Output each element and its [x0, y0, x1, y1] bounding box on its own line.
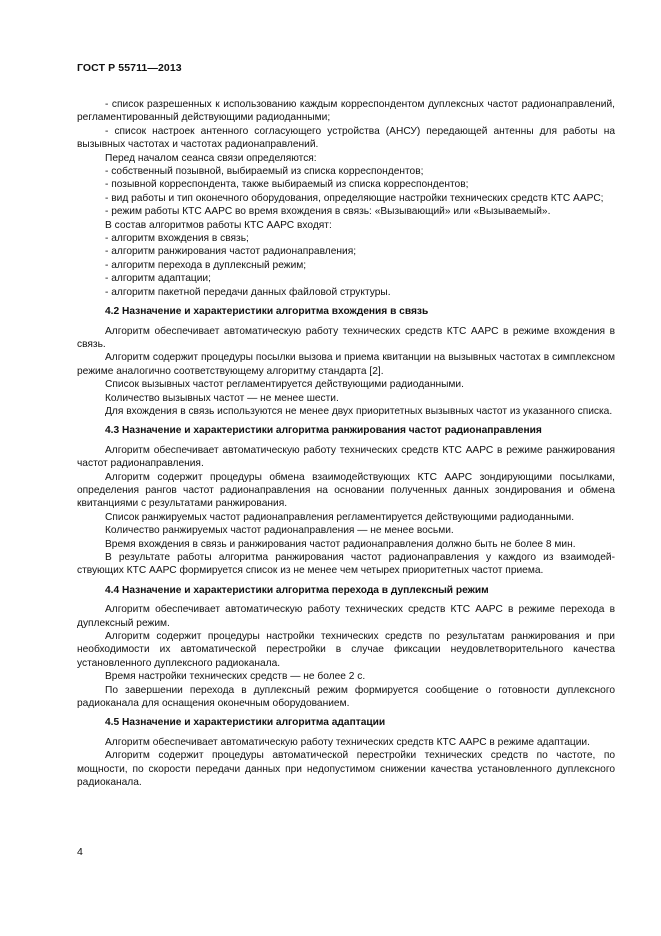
- section-heading: 4.4 Назначение и характеристики алгоритма перехода в дуплексный режим: [105, 584, 489, 596]
- paragraph: - алгоритм пакетной передачи данных файловой структуры.: [105, 286, 391, 298]
- paragraph: В результате работы алгоритма ранжирования частот радионаправления у каждого из взаимодействующих КТС ААРС формируется список из не менее чем четырех приоритетных частот приема.: [77, 552, 615, 577]
- paragraph: Алгоритм обеспечивает автоматическую работу технических средств КТС ААРС в режиме перехода в дуплексный режим.: [77, 604, 615, 629]
- paragraph: - вид работы и тип оконечного оборудования, определяющие настройки технических средств КТС ААРС;: [105, 192, 604, 204]
- paragraph: Список вызывных частот регламентируется действующими радиоданными.: [105, 379, 464, 391]
- section-4-2: [77, 305, 615, 418]
- paragraph: Перед началом сеанса связи определяются:: [105, 152, 317, 164]
- paragraph: Алгоритм содержит процедуры автоматической перестройки технических средств по частоте, по мощности, по скорости передачи данных при недопустимом снижении качества установленного дуплексного радиоканала.: [77, 750, 615, 789]
- paragraph: Время настройки технических средств — не более 2 с.: [105, 671, 366, 683]
- paragraph: - алгоритм ранжирования частот радионаправления;: [105, 246, 357, 258]
- paragraph: - алгоритм перехода в дуплексный режим;: [105, 259, 307, 271]
- document-header: ГОСТ Р 55711—2013: [77, 62, 182, 74]
- paragraph: В состав алгоритмов работы КТС ААРС входят:: [105, 219, 332, 231]
- paragraph: - позывной корреспондента, также выбираемый из списка корреспондентов;: [105, 179, 469, 191]
- paragraph: - список настроек антенного согласующего устройства (АНСУ) передающей антенны для работы на вызывных частотах и частотах радионаправлений.: [77, 125, 615, 151]
- paragraph: Количество ранжируемых частот радионаправления — не менее восьми.: [105, 525, 454, 537]
- paragraph: - список разрешенных к использованию каждым корреспондентом дуплексных частот радионаправлений, регламентированный действующими радиоданными;: [77, 99, 615, 124]
- paragraph: Количество вызывных частот — не менее шести.: [105, 392, 339, 404]
- page-number: 4: [77, 846, 83, 858]
- paragraph: Алгоритм обеспечивает автоматическую работу технических средств КТС ААРС в режиме ранжирования частот радионаправления.: [77, 444, 615, 470]
- paragraph: Алгоритм содержит процедуры обмена взаимодействующих КТС ААРС зондирующими посылками, определения рангов частот радионаправления на основании полученных данных зондирования и обмена квитанциями с результатами ранжирования.: [77, 471, 615, 510]
- section-4-3: [77, 424, 615, 577]
- document-body: [77, 98, 615, 790]
- intro-block: [77, 98, 615, 299]
- paragraph: Алгоритм обеспечивает автоматическую работу технических средств КТС ААРС в режиме адаптации.: [105, 736, 590, 748]
- paragraph: - алгоритм адаптации;: [105, 273, 211, 285]
- paragraph: Алгоритм содержит процедуры настройки технических средств по результатам ранжирования и при необходимости их автоматической перестройки в случае фиксации неудовлетворительного качества установленного дуплексного радиоканала.: [77, 631, 615, 669]
- section-4-5: [77, 716, 615, 789]
- paragraph: - собственный позывной, выбираемый из списка корреспондентов;: [105, 166, 424, 178]
- paragraph: Алгоритм обеспечивает автоматическую работу технических средств КТС ААРС в режиме вхождения в связь.: [77, 325, 615, 350]
- paragraph: - алгоритм вхождения в связь;: [105, 233, 249, 245]
- section-4-4: [77, 584, 615, 711]
- paragraph: - режим работы КТС ААРС во время вхождения в связь: «Вызывающий» или «Вызываемый».: [105, 206, 551, 218]
- paragraph: Список ранжируемых частот радионаправления регламентируется действующими радиоданными.: [105, 511, 575, 523]
- section-heading: 4.2 Назначение и характеристики алгоритма вхождения в связь: [105, 306, 429, 318]
- paragraph: Для вхождения в связь используются не менее двух приоритетных вызывных частот из указанного списка.: [105, 405, 613, 417]
- section-heading: 4.5 Назначение и характеристики алгоритма адаптации: [105, 717, 386, 729]
- paragraph: По завершении перехода в дуплексный режим формируется сообщение о готовности дуплексного радиоканала для оснащения оконечным оборудованием.: [77, 684, 615, 710]
- section-heading: 4.3 Назначение и характеристики алгоритма ранжирования частот радионаправления: [105, 425, 542, 437]
- paragraph: Алгоритм содержит процедуры посылки вызова и приема квитанции на вызывных частотах в симплексном режиме аналогично соответствующему алгоритму стандарта [2].: [77, 352, 615, 377]
- paragraph: Время вхождения в связь и ранжирования частот радионаправления должно быть не более 8 мин.: [105, 538, 576, 550]
